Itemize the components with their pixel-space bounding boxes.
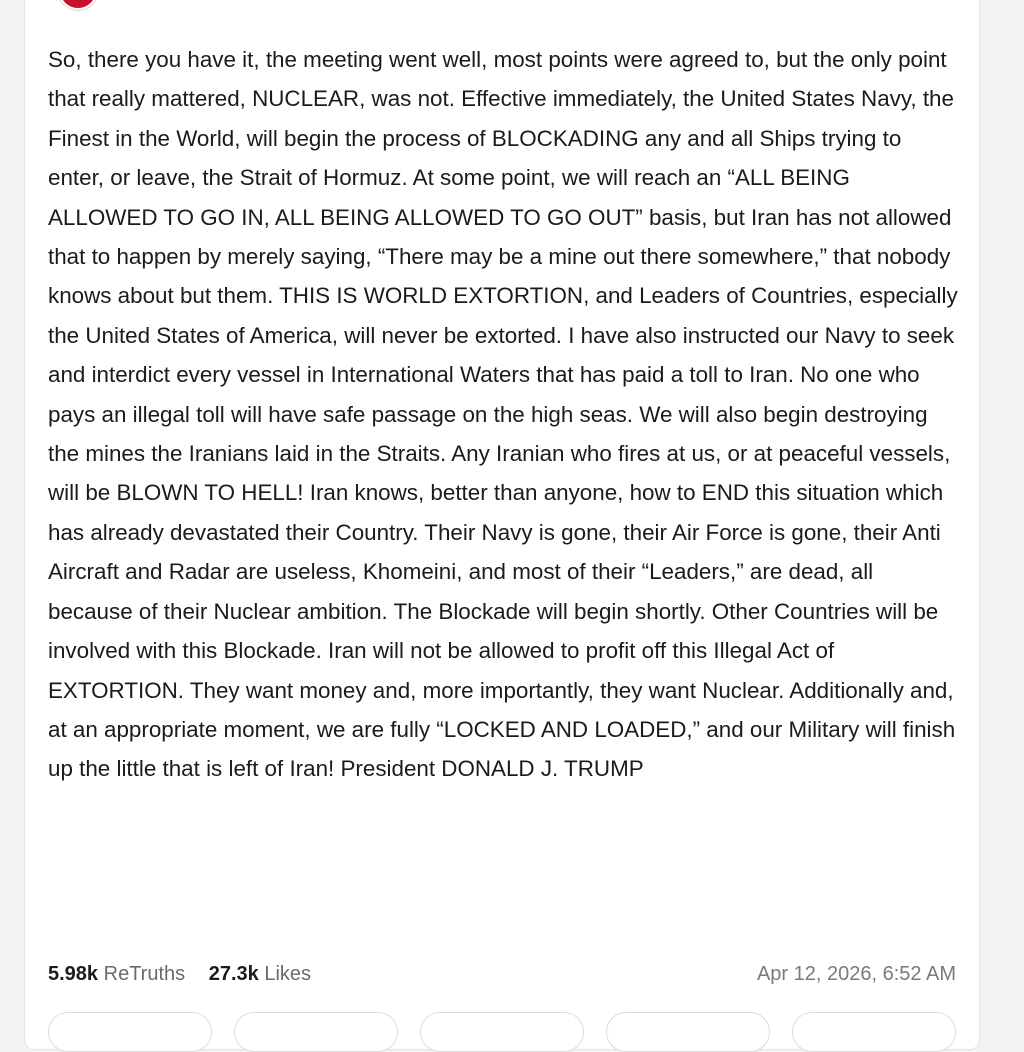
post-action-row: [48, 1012, 960, 1052]
post-timestamp[interactable]: Apr 12, 2026, 6:52 AM: [756, 963, 956, 985]
likes-count: 27.3k: [208, 963, 259, 985]
like-button[interactable]: [420, 1012, 584, 1052]
retruths-stat[interactable]: [48, 958, 185, 990]
post-stats: [48, 958, 956, 990]
likes-label: Likes: [264, 963, 312, 985]
post-body-text: So, there you have it, the meeting went well, most points were agreed to, but the only point that really mattered, NUCLEAR, was not. Effective immediately, the United States Navy, the Finest in the World, will begin the process of BLOCKADING any and all Ships trying to enter, or leave, the Strait of Hormuz. At some point, we will reach an “ALL BEING ALLOWED TO GO IN, ALL BEING ALLOWED TO GO OUT” basis, but Iran has not allowed that to happen by merely saying, “There may be a mine out there somewhere,” that nobody knows about but them. THIS IS WORLD EXTORTION, and Leaders of Countries, especially the United States of America, will never be extorted. I have also instructed our Navy to seek and interdict every vessel in International Waters that has paid a toll to Iran. No one who pays an illegal toll will have safe passage on the high seas. We will also begin destroying the mines the Iranians laid in the Straits. Any Iranian who fires at us, or at peaceful vessels, will be BLOWN TO HELL! Iran knows, better than anyone, how to END this situation which has already devastated their Country. Their Navy is gone, their Air Force is gone, their Anti Aircraft and Radar are useless, Khomeini, and most of their “Leaders,” are dead, all because of their Nuclear ambition. The Blockade will begin shortly. Other Countries will be involved with this Blockade. Iran will not be allowed to profit off this Illegal Act of EXTORTION. They want money and, more importantly, they want Nuclear. Additionally and, at an appropriate moment, we are fully “LOCKED AND LOADED,” and our Military will finish up the little that is left of Iran! President DONALD J. TRUMP: [48, 47, 958, 782]
reply-button[interactable]: [48, 1012, 212, 1052]
retruth-button[interactable]: [234, 1012, 398, 1052]
likes-stat[interactable]: [209, 958, 311, 990]
retruths-label: ReTruths: [103, 963, 186, 985]
retruths-count: 5.98k: [48, 963, 99, 985]
more-button[interactable]: [792, 1012, 956, 1052]
share-button[interactable]: [606, 1012, 770, 1052]
post-header-partial: [112, 0, 302, 2]
